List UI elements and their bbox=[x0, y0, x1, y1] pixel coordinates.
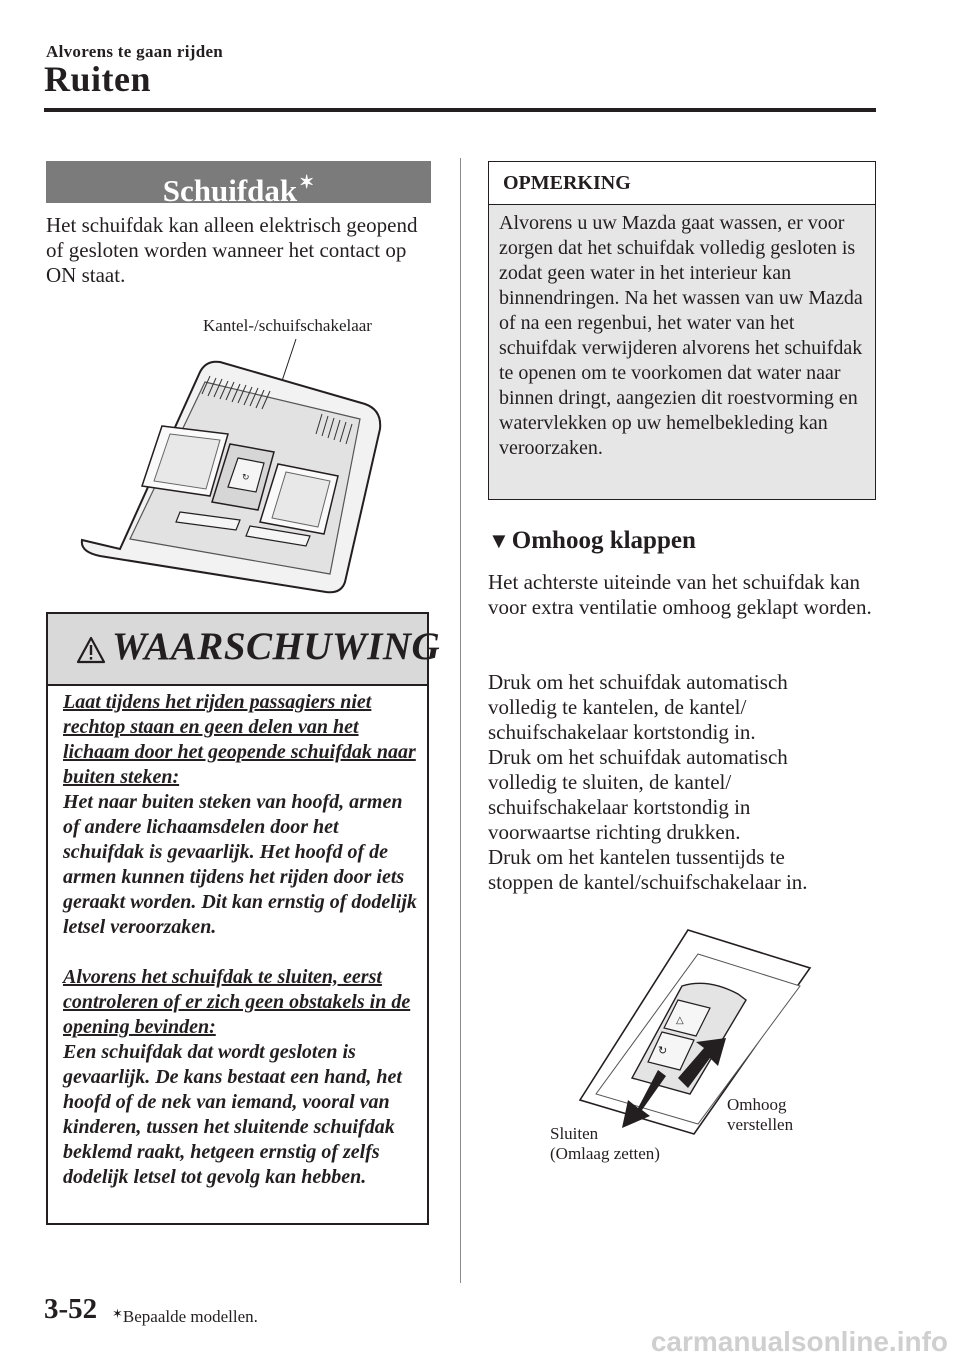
warning-text-2: Een schuifdak dat wordt gesloten is gevaarlijk. De kans bestaat een hand, het hoofd of de nek van iemand, vooral van kinderen, tussen het sluitende schuifdak beklemd raakt, hetgeen ernstig of zelfs dodelijk letsel tot gevolg kan hebben. bbox=[63, 1041, 402, 1188]
section-banner-title: Schuifdak bbox=[162, 173, 298, 208]
instruction-line: Druk om het kantelen tussentijds te bbox=[488, 845, 785, 869]
warning-text-1: Het naar buiten steken van hoofd, armen of andere lichaamsdelen door het schuifdak is gevaarlijk. Het hoofd of de armen kunnen tijdens het rijden door iets geraakt worden. Dit kan ernstig of dodelijk letsel veroorzaken. bbox=[63, 791, 417, 938]
subheading bbox=[488, 527, 696, 555]
note-body bbox=[489, 205, 875, 499]
warning-title: WAARSCHUWING bbox=[112, 625, 441, 668]
svg-text:↻: ↻ bbox=[658, 1044, 668, 1057]
instruction-line: schuifschakelaar kortstondig in. bbox=[488, 720, 756, 744]
column-divider bbox=[460, 158, 461, 1283]
warning-triangle-icon bbox=[76, 636, 106, 664]
section-title: Alvorens te gaan rijden bbox=[46, 42, 224, 61]
watermark: carmanualsonline.info bbox=[650, 1326, 948, 1357]
warning-box bbox=[46, 612, 441, 1225]
warning-lead-2: Alvorens het schuifdak te sluiten, eerst controleren of er zich geen obstakels in de opening bevinden: bbox=[63, 966, 411, 1038]
warning-lead-1: Laat tijdens het rijden passagiers niet rechtop staan en geen delen van het lichaam door het geopende schuifdak naar buiten steken: bbox=[63, 691, 416, 788]
instruction-line: stoppen de kantel/schuifschakelaar in. bbox=[488, 870, 808, 894]
intro-paragraph: Het schuifdak kan alleen elektrisch geopend of gesloten worden wanneer het contact op ON staat. bbox=[46, 213, 418, 287]
optional-equipment-star-icon: ✶ bbox=[299, 172, 315, 192]
subheading-marker-icon: ▼ bbox=[488, 528, 510, 553]
svg-text:△: △ bbox=[676, 1015, 684, 1026]
footer-note: ✶Bepaalde modellen. bbox=[112, 1306, 258, 1326]
page-number: 3-52 bbox=[44, 1293, 98, 1325]
overhead-console-illustration bbox=[60, 334, 400, 596]
instruction-line: Druk om het schuifdak automatisch bbox=[488, 745, 788, 769]
svg-text:↻: ↻ bbox=[242, 473, 250, 483]
instruction-line: schuifschakelaar kortstondig in bbox=[488, 795, 751, 819]
note-box bbox=[488, 161, 876, 500]
instruction-line: Druk om het schuifdak automatisch bbox=[488, 670, 788, 694]
instruction-line: voorwaartse richting drukken. bbox=[488, 820, 741, 844]
warning-body bbox=[63, 690, 423, 1190]
note-header bbox=[489, 162, 875, 205]
instruction-paragraph bbox=[488, 670, 878, 895]
page-title: Ruiten bbox=[44, 59, 152, 99]
figure2-label-close: Sluiten (Omlaag zetten) bbox=[550, 1124, 660, 1163]
note-text: Alvorens u uw Mazda gaat wassen, er voor zorgen dat het schuifdak volledig gesloten is zodat geen water in het interieur kan binnendringen. Na het wassen van uw Mazda of na een regenbui, het water van het schuifdak verwijderen alvorens het schuifdak te openen om te voorkomen dat water naar binnen dringt, aangezien dit roestvorming en watervlekken op uw hemelbekleding kan veroorzaken. bbox=[499, 212, 863, 459]
figure1-callout: Kantel-/schuifschakelaar bbox=[203, 316, 372, 335]
subheading-text: Omhoog klappen bbox=[511, 527, 696, 554]
note-title: OPMERKING bbox=[503, 172, 631, 194]
footnote-star-icon: ✶ bbox=[112, 1306, 123, 1321]
header-rule bbox=[44, 108, 876, 112]
warning-header bbox=[48, 614, 441, 686]
figure2-label-up: Omhoog verstellen bbox=[727, 1095, 794, 1134]
instruction-line: volledig te kantelen, de kantel/ bbox=[488, 695, 747, 719]
section-banner bbox=[46, 161, 431, 208]
tilt-paragraph: Het achterste uiteinde van het schuifdak kan voor extra ventilatie omhoog geklapt worden. bbox=[488, 570, 872, 619]
instruction-line: volledig te sluiten, de kantel/ bbox=[488, 770, 732, 794]
